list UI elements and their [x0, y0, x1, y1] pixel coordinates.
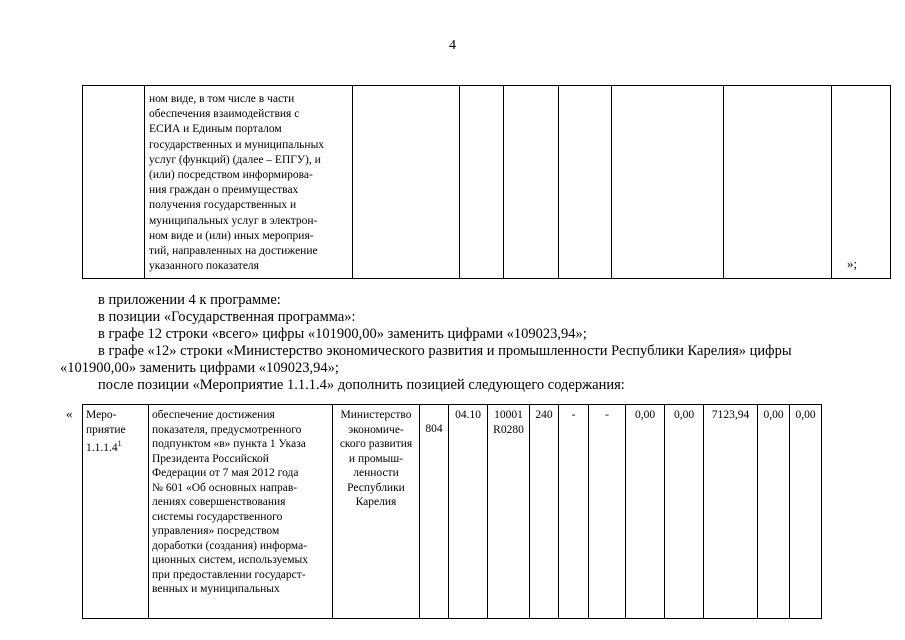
text-line: ского развития [339, 438, 413, 450]
text-line: системы государственного [152, 510, 283, 523]
text-line: Карелия [355, 496, 397, 508]
text-line: Меро- [86, 409, 117, 421]
text-line: ЕСИА и Единым порталом [149, 123, 282, 136]
text-line: R0280 [493, 423, 524, 436]
table-cell [83, 86, 145, 279]
table-cell [832, 86, 891, 279]
text-line: при предоставлении государст- [152, 568, 306, 581]
text-line: лениях совершенствования [152, 496, 286, 508]
table-cell [559, 86, 612, 279]
text-line: получения государственных и [149, 199, 297, 212]
table-cell [724, 86, 832, 279]
text-line: обеспечения взаимодействия с [149, 108, 300, 121]
table1-description-cell [145, 86, 353, 279]
text-line: подпунктом «в» пункта 1 Указа [152, 438, 306, 450]
text-line: доработки (создания) информа- [152, 539, 308, 552]
value-cell: - [589, 405, 626, 619]
paragraph: в позиции «Государственная программа»: [98, 309, 356, 325]
value-cell: 0,00 [758, 405, 790, 619]
paragraph: в графе «12» строки «Министерство экономического развития и промышленности Республики Карелия» цифры «101900,00» заменить цифрами «109023,94»; [60, 343, 792, 376]
text-line: ном виде и (или) иных мероприя- [149, 229, 314, 242]
table-new-position [82, 404, 822, 619]
measure-code [86, 437, 145, 455]
text-line: ния граждан о преимуществах [149, 184, 299, 197]
value-cell: 0,00 [626, 405, 665, 619]
value-cell: 0,00 [665, 405, 704, 619]
text-line: ном виде, в том числе в части [149, 93, 295, 105]
text-line: Федерации от 7 мая 2012 года [152, 467, 299, 479]
table-cell [504, 86, 559, 279]
csr-cell [488, 405, 530, 619]
value-cell: 0,00 [790, 405, 822, 619]
paragraph: в приложении 4 к программе: [98, 292, 281, 308]
text-line: ционных систем, используемых [152, 554, 308, 566]
text-line: тий, направленных на достижение [149, 245, 318, 258]
description-cell [149, 405, 333, 619]
table-row [83, 405, 822, 619]
footnote-mark: 1 [117, 439, 122, 448]
text-line: ленности [353, 467, 399, 479]
text-line: Министерство [340, 409, 412, 421]
grbs-cell: 804 [420, 405, 449, 619]
text-line: муниципальных услуг в электрон- [149, 214, 318, 227]
vr-cell: 240 [530, 405, 559, 619]
status-cell [83, 405, 149, 619]
text-line: услуг (функций) (далее – ЕПГУ), и [149, 153, 321, 166]
text-line: показателя, предусмотренного [152, 423, 302, 436]
table-row [83, 86, 891, 279]
text-line: государственных и муниципальных [149, 138, 325, 151]
rzpr-cell: 04.10 [449, 405, 488, 619]
text-line: № 601 «Об основных направ- [152, 481, 298, 494]
text-line: указанного показателя [149, 260, 259, 273]
text-line: (или) посредством информирова- [149, 169, 313, 182]
text-line: Республики [347, 481, 405, 494]
text-line: венных и муниципальных [152, 583, 280, 595]
value-cell: 7123,94 [704, 405, 758, 619]
text-line: приятие [86, 423, 126, 436]
text-line: обеспечение достижения [152, 409, 275, 421]
text-line: 10001 [494, 409, 523, 421]
table-cell [353, 86, 460, 279]
paragraph: после позиции «Мероприятие 1.1.1.4» дополнить позицией следующего содержания: [98, 377, 625, 393]
opening-quote-mark: « [66, 406, 73, 421]
text-line: управления» посредством [152, 525, 280, 537]
table-top-continuation [82, 85, 891, 279]
measure-code-text: 1.1.1.4 [86, 441, 118, 454]
table-cell [460, 86, 504, 279]
text-line: и промыш- [348, 452, 404, 465]
value-cell: - [559, 405, 589, 619]
executor-cell [333, 405, 420, 619]
text-line: экономиче- [348, 423, 404, 436]
page-number: 4 [449, 38, 456, 53]
text-line: Президента Российской [152, 452, 269, 465]
table-cell [612, 86, 724, 279]
paragraph: в графе 12 строки «всего» цифры «101900,00» заменить цифрами «109023,94»; [98, 326, 587, 342]
closing-quote-mark: »; [847, 256, 858, 271]
